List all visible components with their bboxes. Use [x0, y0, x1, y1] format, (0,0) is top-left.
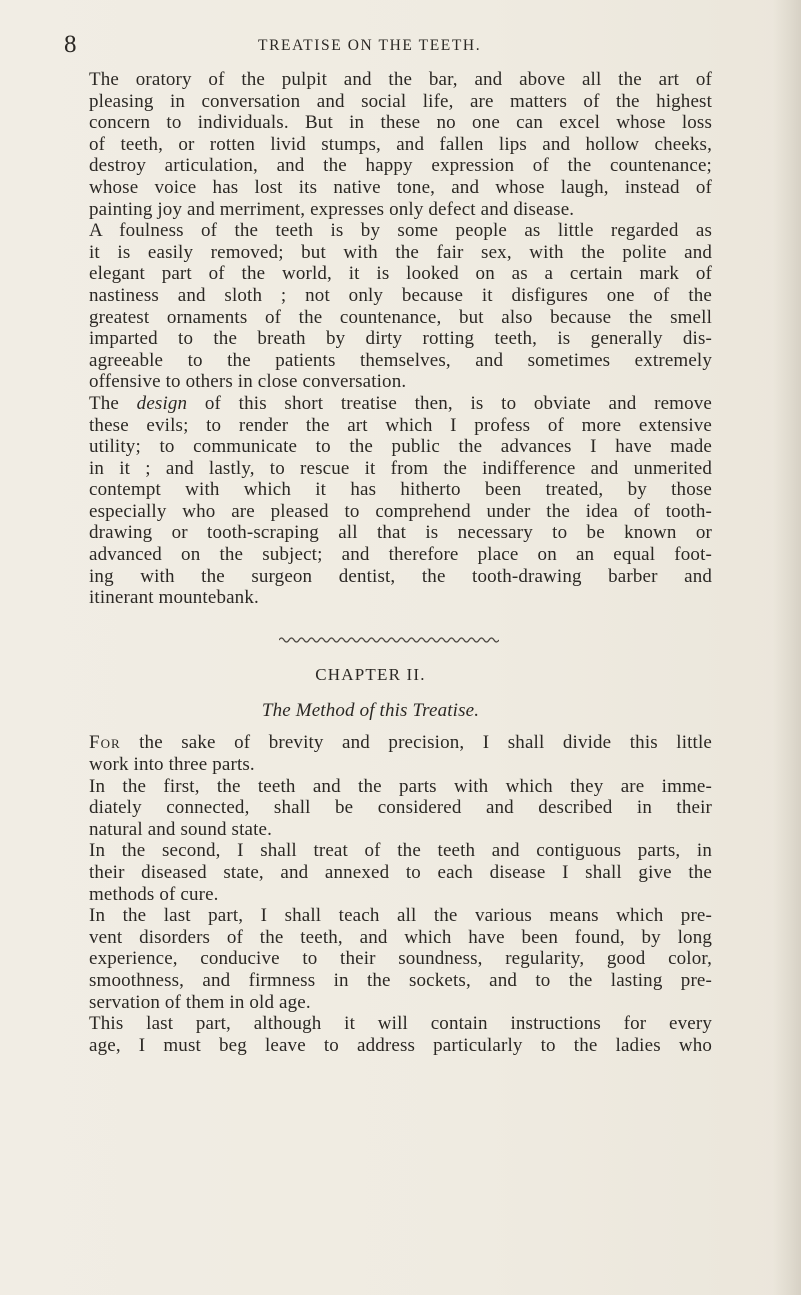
text-line: vent disorders of the teeth, and which have been found, by long — [89, 926, 712, 948]
text-line: In the second, I shall treat of the teeth and contiguous parts, in — [89, 840, 712, 862]
text-line: offensive to others in close conversation. — [89, 371, 407, 393]
text-line: This last part, although it will contain instructions for every — [89, 1013, 712, 1035]
text-line: it is easily removed; but with the fair sex, with the polite and — [89, 241, 712, 263]
text-line: whose voice has lost its native tone, and whose laugh, instead of — [89, 176, 712, 198]
text-line: ing with the surgeon dentist, the tooth-drawing barber and — [89, 565, 712, 587]
small-caps-opening: For — [89, 732, 121, 754]
text-line: experience, conducive to their soundness, regularity, good color, — [89, 948, 712, 970]
text-line: destroy articulation, and the happy expression of the countenance; — [89, 155, 712, 177]
paragraph-5 — [89, 776, 712, 841]
text-line: their diseased state, and annexed to each disease I shall give the — [89, 862, 712, 883]
paragraph-3 — [89, 393, 712, 609]
text-line: In the last part, I shall teach all the various means which pre- — [89, 905, 712, 927]
text-line: A foulness of the teeth is by some people as little regarded as — [89, 220, 712, 242]
emphasis-word: design — [136, 392, 188, 414]
text-line: concern to individuals. But in these no one can excel whose loss — [89, 112, 712, 134]
text-line: natural and sound state. — [89, 818, 272, 840]
text-line: In the first, the teeth and the parts with which they are imme- — [89, 775, 712, 797]
text-line: pleasing in conversation and social life, are matters of the highest — [89, 90, 712, 112]
text-line: of teeth, or rotten livid stumps, and fallen lips and hollow cheeks, — [89, 133, 712, 155]
paragraph-7 — [89, 905, 712, 1013]
paragraph-4 — [89, 732, 712, 775]
text-span: the sake of brevity and precision, I shall divide this little — [120, 732, 712, 754]
running-title: TREATISE ON THE TEETH. — [258, 37, 482, 54]
text-span: The — [89, 392, 137, 414]
text-line — [89, 732, 712, 754]
text-line: age, I must beg leave to address particularly to the ladies who — [89, 1034, 712, 1056]
text-line — [89, 393, 712, 415]
chapter-heading: CHAPTER II. — [315, 665, 426, 685]
text-line: painting joy and merriment, expresses only defect and disease. — [89, 198, 575, 220]
chapter-subtitle: The Method of this Treatise. — [261, 700, 480, 722]
text-line: especially who are pleased to comprehend under the idea of tooth- — [89, 500, 712, 522]
paragraph-6 — [89, 840, 712, 905]
text-line: contempt with which it has hitherto been treated, by those — [89, 479, 712, 501]
text-line: methods of cure. — [89, 883, 219, 905]
wavy-rule-ornament — [279, 634, 499, 646]
text-line: imparted to the breath by dirty rotting teeth, is generally dis- — [89, 328, 712, 350]
text-line: itinerant mountebank. — [89, 587, 259, 609]
text-line: diately connected, shall be considered and described in their — [89, 797, 712, 819]
paragraph-1 — [89, 69, 712, 220]
text-line: servation of them in old age. — [89, 991, 311, 1013]
text-line: elegant part of the world, it is looked on as a certain mark of — [89, 263, 712, 285]
page-number: 8 — [64, 31, 77, 58]
text-line: work into three parts. — [89, 754, 255, 776]
page-edge-shadow — [773, 0, 801, 1295]
text-span: of this short treatise then, is to obviate and remove — [187, 392, 712, 414]
text-line: utility; to communicate to the public the advances I have made — [89, 436, 712, 458]
paragraph-2 — [89, 220, 712, 393]
text-line: agreeable to the patients themselves, and sometimes extremely — [89, 349, 712, 371]
text-line: drawing or tooth-scraping all that is necessary to be known or — [89, 522, 712, 544]
text-line: greatest ornaments of the countenance, but also because the smell — [89, 306, 712, 328]
running-head — [64, 30, 714, 60]
spacer — [89, 609, 712, 631]
body-text — [89, 69, 712, 1056]
text-line: advanced on the subject; and therefore place on an equal foot- — [89, 544, 712, 566]
text-line: these evils; to render the art which I profess of more extensive — [89, 414, 712, 436]
text-line: The oratory of the pulpit and the bar, and above all the art of — [89, 69, 712, 90]
text-line: in it ; and lastly, to rescue it from the indifference and unmerited — [89, 457, 712, 479]
text-line: smoothness, and firmness in the sockets, and to the lasting pre- — [89, 969, 712, 991]
paragraph-8 — [89, 1013, 712, 1056]
text-line: nastiness and sloth ; not only because it disfigures one of the — [89, 284, 712, 306]
